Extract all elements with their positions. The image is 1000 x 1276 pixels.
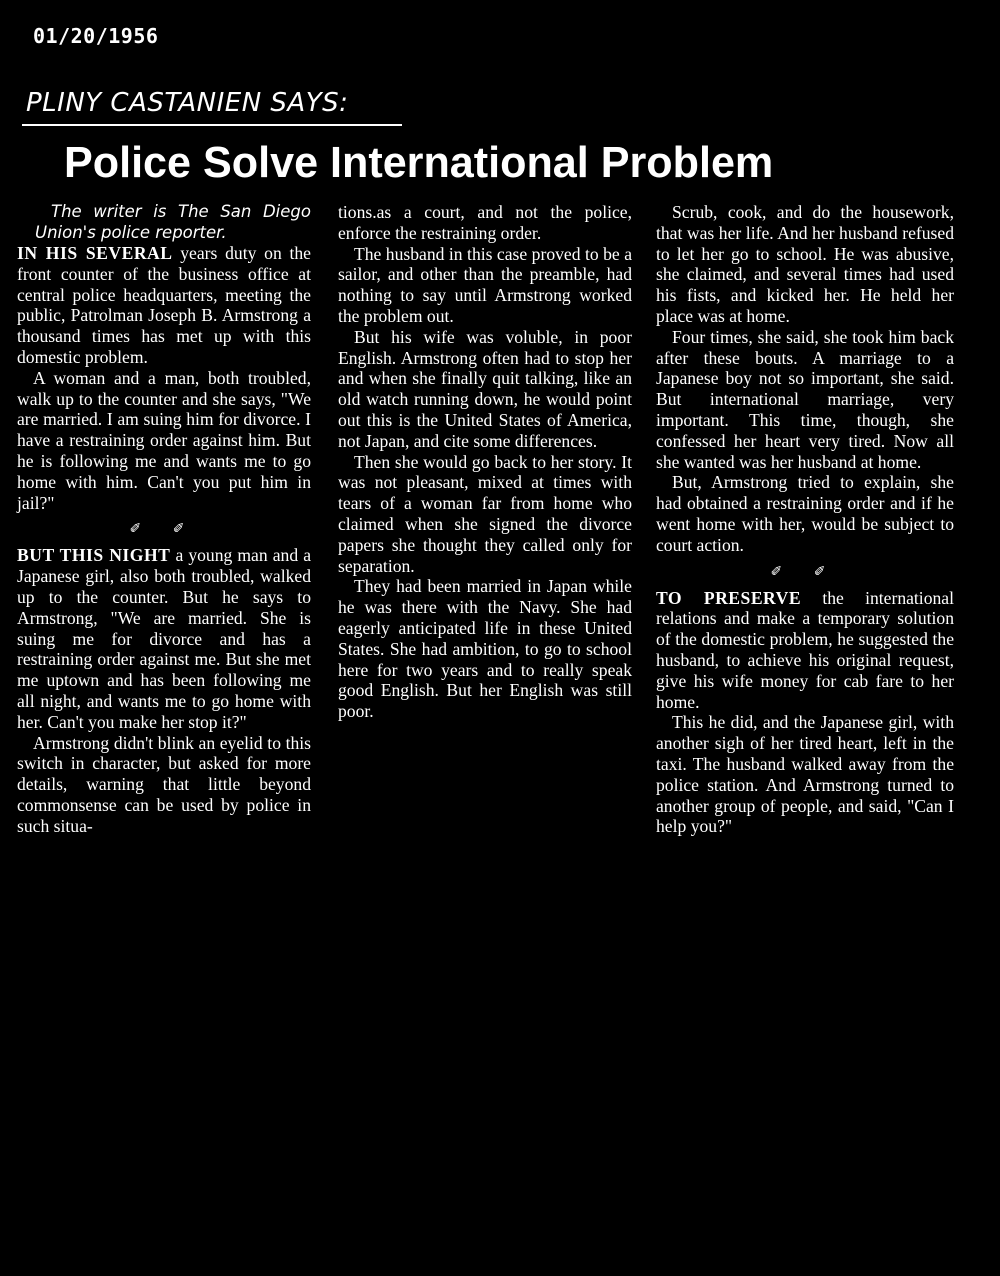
paragraph	[656, 588, 954, 713]
paragraph: But his wife was voluble, in poor English. Armstrong often had to stop her and when she finally quit talking, like an old watch running down, he would point out this is the United States of America, not Japan, and cite some differences.	[338, 326, 632, 451]
section-ornament-icon: ✐ ✐	[129, 522, 199, 538]
kicker: PLINY CASTANIEN SAYS:	[26, 88, 349, 118]
headline: Police Solve International Problem	[64, 138, 774, 187]
paragraph: Then she would go back to her story. It was not pleasant, mixed at times with tears of a woman far from home who claimed when she signed the divorce papers she thought they called only for separation.	[338, 451, 632, 576]
article-column-2	[338, 202, 632, 722]
kicker-underline	[22, 124, 402, 126]
paragraph: They had been married in Japan while he was there with the Navy. She had eagerly anticipated life in these United States. She had ambition, to go to school here for two years and to really speak good English. But her English was still poor.	[338, 576, 632, 722]
paragraph: tions.as a court, and not the police, enforce the restraining order.	[338, 202, 632, 243]
paragraph: Scrub, cook, and do the housework, that was her life. And her husband refused to let her go to school. He was abusive, she claimed, and several times had used his fists, and kicked her. He held her place was at home.	[656, 202, 954, 326]
paragraph: The husband in this case proved to be a sailor, and other than the preamble, had nothing to say until Armstrong worked the problem out.	[338, 243, 632, 326]
paragraph	[17, 545, 311, 732]
article-column-3	[656, 202, 954, 837]
paragraph: This he did, and the Japanese girl, with another sigh of her tired heart, left in the taxi. The husband walked away from the police station. And Armstrong turned to another group of people, and said, "Can I help you?"	[656, 712, 954, 837]
section-ornament-icon: ✐ ✐	[770, 564, 840, 580]
paragraph-text: a young man and a Japanese girl, also both troubled, walked up to the counter. But he says to Armstrong, "We are married. She is suing me for divorce and has a restraining order against me. But she met me uptown and has been following me all night, and wants me to go home with her. Can't you make her stop it?"	[17, 545, 312, 732]
article-column-1	[17, 202, 311, 837]
paragraph	[17, 243, 311, 368]
lead-in: IN HIS SEVERAL	[17, 243, 173, 263]
paragraph: But, Armstrong tried to explain, she had obtained a restraining order and if he went home with her, would be subject to court action.	[656, 472, 954, 555]
byline: The writer is The San Diego Union's police reporter.	[35, 202, 311, 242]
date-stamp: 01/20/1956	[33, 24, 159, 48]
lead-in: BUT THIS NIGHT	[17, 545, 171, 566]
paragraph-text: the international relations and make a temporary solution of the domestic problem, he suggested the husband, to achieve his original request, give his wife money for cab fare to her home.	[656, 587, 954, 712]
paragraph-text: years duty on the front counter of the business office at central police headquarters, meeting the public, Patrolman Joseph B. Armstrong a thousand times has met up with this domestic problem.	[17, 243, 311, 367]
paragraph: A woman and a man, both troubled, walk up to the counter and she says, "We are married. I am suing him for divorce. I have a restraining order against him. But he is following me and wants me to go home with him. Can't you put him in jail?"	[17, 367, 311, 513]
paragraph: Four times, she said, she took him back after these bouts. A marriage to a Japanese boy not so important, she said. But international marriage, very important. This time, though, she confessed her heart very tired. Now all she wanted was her husband at home.	[656, 326, 954, 472]
lead-in: TO PRESERVE	[656, 587, 802, 608]
paragraph: Armstrong didn't blink an eyelid to this switch in character, but asked for more details, warning that little beyond commonsense can be used by police in such situa-	[17, 732, 311, 836]
